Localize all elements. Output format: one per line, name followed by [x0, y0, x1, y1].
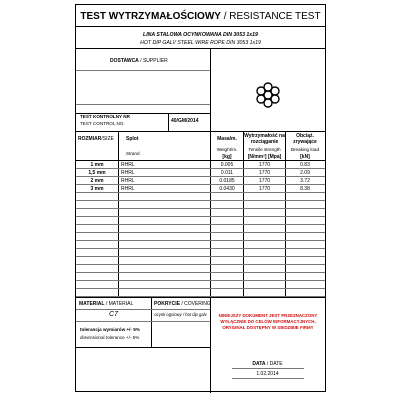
- column-header-mass-polish: Masa/m.: [217, 136, 237, 142]
- tolerance-english: dimensional tolerance +/- 5%: [80, 335, 140, 340]
- column-header-mass-unit: [kg]: [222, 154, 232, 160]
- resistance-test-sheet: [75, 4, 326, 392]
- column-header-breaking-unit: [kN]: [300, 154, 310, 160]
- covering-label: POKRYCIE / COVERING: [154, 301, 211, 307]
- column-header-breaking-polish-1: Obciąż.: [296, 133, 314, 139]
- column-header-strand-english: Strand: [126, 151, 140, 156]
- column-header-size: ROZMIAR/SIZE: [78, 136, 114, 142]
- column-header-breaking-english: Breaking load: [290, 147, 320, 152]
- row-strand: RHRL: [121, 162, 135, 168]
- row-mass: 0.0430: [219, 186, 235, 192]
- test-control-label-polish: TEST KONTROLNY NR: [80, 114, 130, 119]
- column-header-mass-english: Weight/m.: [216, 147, 238, 152]
- row-strand: RHRL: [121, 170, 135, 176]
- row-breaking-load: 3.72: [300, 178, 310, 184]
- product-name-polish: LINA STALOWA OCYNKOWANA DIN 3053 1x19: [143, 32, 258, 38]
- test-control-label-english: TEST CONTROL NO.: [80, 121, 125, 126]
- row-size: 2 mm: [90, 178, 104, 184]
- row-size: 1,5 mm: [88, 170, 106, 176]
- wire-rope-cross-section-icon: [253, 80, 283, 110]
- row-size: 1 mm: [90, 162, 104, 168]
- column-header-strength-polish-1: Wytrzymałość na: [244, 133, 285, 139]
- test-control-number: 40/GM/2014: [171, 118, 199, 124]
- row-strength: 1770: [258, 186, 271, 192]
- date-label: DATA / DATE: [252, 361, 283, 367]
- row-mass: 0.005: [220, 162, 234, 168]
- row-strength: 1770: [258, 178, 271, 184]
- row-strand: RHRL: [121, 178, 135, 184]
- row-mass: 0.011: [220, 170, 234, 176]
- row-strand: RHRL: [121, 186, 135, 192]
- column-header-breaking-polish-2: zrywające: [293, 139, 317, 145]
- row-breaking-load: 2.09: [300, 170, 310, 176]
- row-breaking-load: 8.38: [300, 186, 310, 192]
- information-notice: NINIEJSZY DOKUMENT JEST PRZEZNACZONY WYŁĄCZNIE DO CELÓW INFORMACYJNYCH, ORYGINAŁ DOSTĘPNY W SIEDZIBIE FIRMY: [218, 313, 318, 330]
- column-header-strand-polish: Splot: [126, 136, 139, 142]
- row-mass: 0.0185: [219, 178, 235, 184]
- title-polish: TEST WYTRZYMAŁOŚCIOWY: [80, 11, 221, 22]
- column-header-strength-polish-2: rozciąganie: [250, 139, 279, 145]
- row-strength: 1770: [258, 170, 271, 176]
- material-value: C7: [109, 311, 118, 318]
- row-size: 3 mm: [90, 186, 104, 192]
- covering-value: ocynk ogniowy / hot dip galv: [154, 312, 207, 317]
- product-name-english: HOT DIP GALV STEEL WIRE ROPE DIN 3053 1x19: [140, 40, 261, 46]
- tolerance-polish: tolerancja wymiarów +/- 5%: [80, 327, 140, 332]
- supplier-label: DOSTAWCA / SUPPLIER: [110, 58, 168, 64]
- column-header-strength-unit: [N/mm²] [Mpa]: [247, 154, 282, 160]
- row-strength: 1770: [258, 162, 271, 168]
- date-value: 1.02.2014: [256, 371, 279, 377]
- document-title: [76, 11, 325, 22]
- column-header-strength-english: Tensile strength: [248, 147, 281, 152]
- title-english: / RESISTANCE TEST: [223, 11, 321, 22]
- material-label: MATERIAL / MATERIAL: [79, 301, 134, 307]
- row-breaking-load: 0.83: [300, 162, 310, 168]
